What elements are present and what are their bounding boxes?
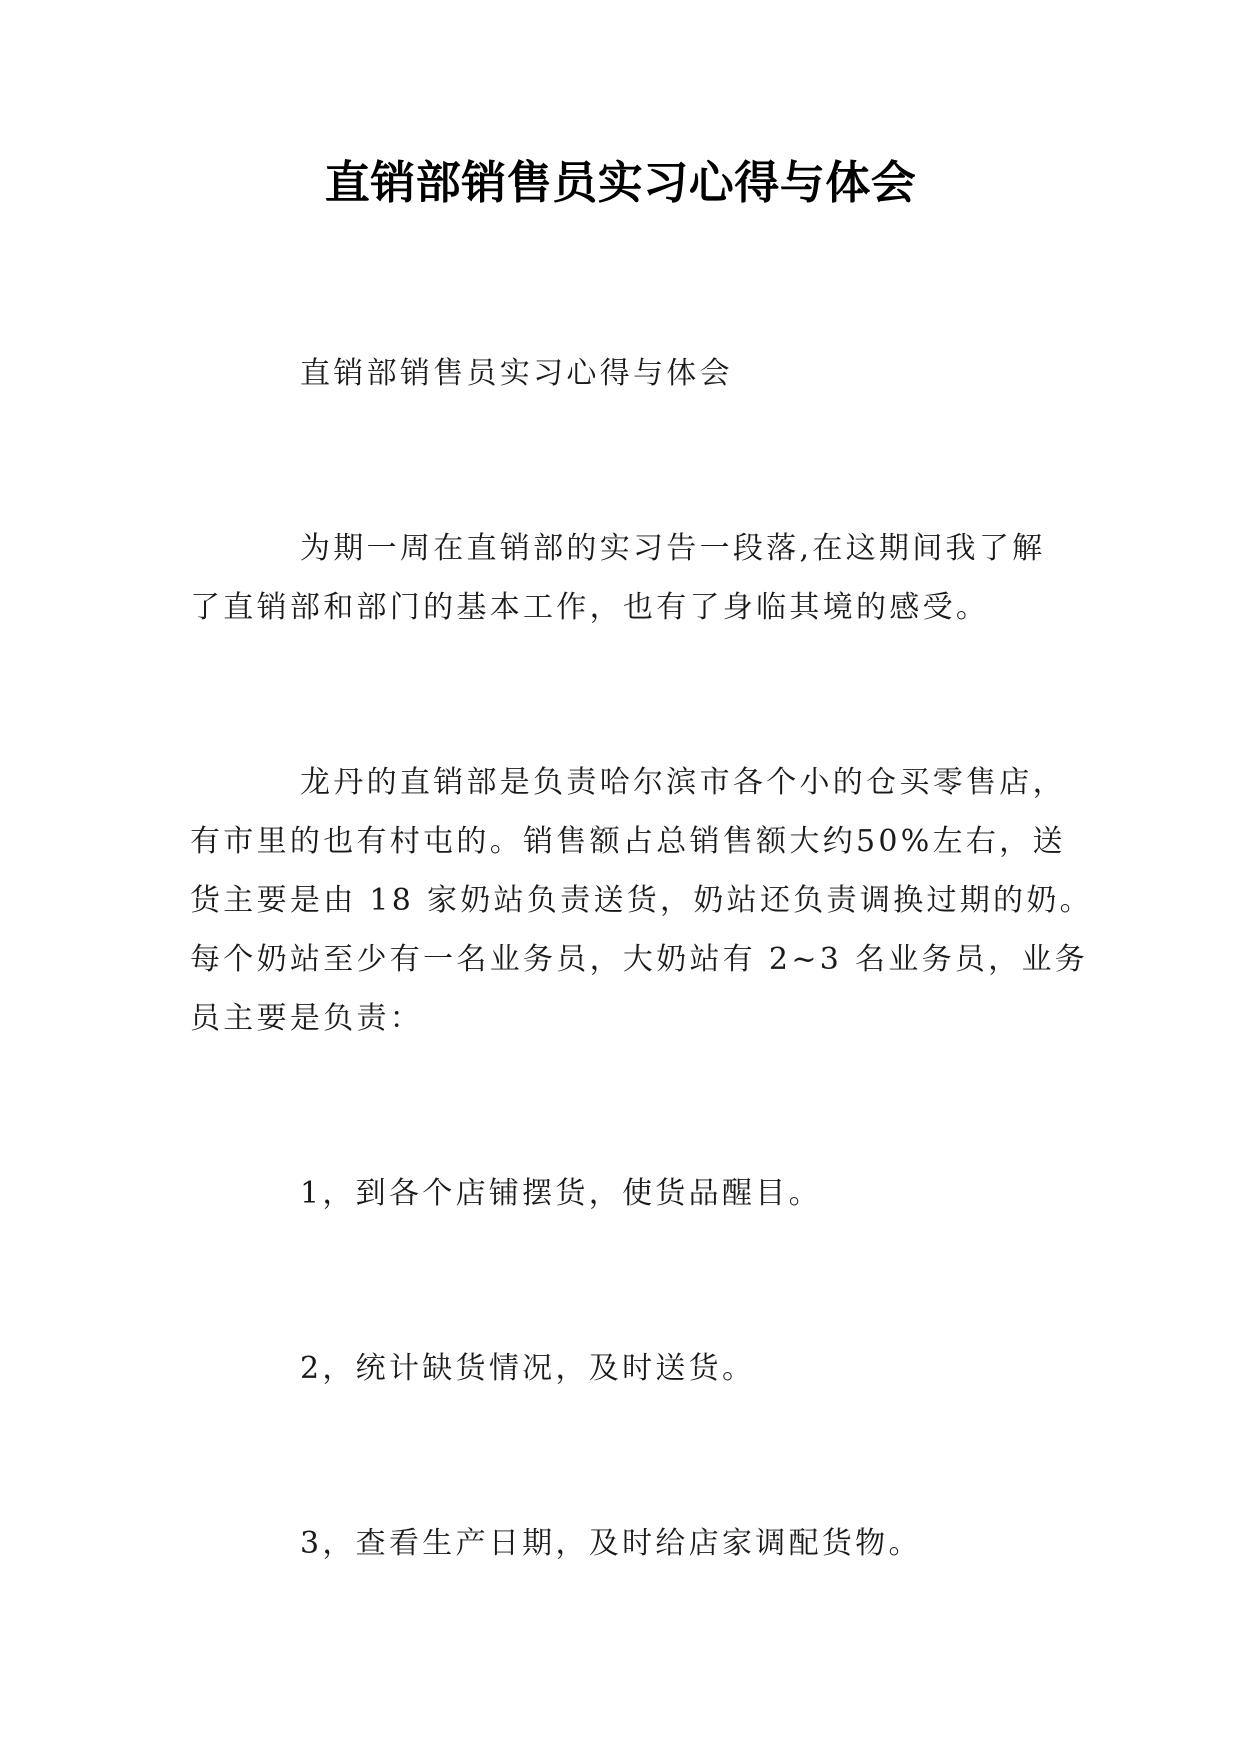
paragraph-line: 为期一周在直销部的实习告一段落,在这期间我了解	[300, 531, 1046, 566]
duty-item-3	[0, 1514, 1241, 1573]
paragraph-line: 有市里的也有村屯的。销售额占总销售额大约50%左右，送	[190, 824, 1066, 859]
duty-item-2	[0, 1339, 1241, 1398]
paragraph-line: 员主要是负责：	[190, 1001, 424, 1036]
paragraph-line: 了直销部和部门的基本工作，也有了身临其境的感受。	[190, 590, 990, 625]
document-title: 直销部销售员实习心得与体会	[324, 156, 917, 209]
paragraph-line: 直销部销售员实习心得与体会	[300, 356, 733, 391]
paragraph-line: 货主要是由 18 家奶站负责送货，奶站还负责调换过期的奶。	[190, 883, 1093, 918]
paragraph-line: 龙丹的直销部是负责哈尔滨市各个小的仓买零售店，	[300, 765, 1066, 800]
department-paragraph	[0, 753, 1241, 1048]
paragraph-line: 2，统计缺货情况，及时送货。	[300, 1351, 756, 1386]
heading-paragraph	[0, 344, 1241, 403]
paragraph-line: 每个奶站至少有一名业务员，大奶站有 2~3 名业务员，业务	[190, 942, 1089, 977]
paragraph-line: 3，查看生产日期，及时给店家调配货物。	[300, 1526, 922, 1561]
intro-paragraph	[0, 519, 1241, 637]
paragraph-line: 1，到各个店铺摆货，使货品醒目。	[300, 1176, 822, 1211]
duty-item-1	[0, 1164, 1241, 1223]
